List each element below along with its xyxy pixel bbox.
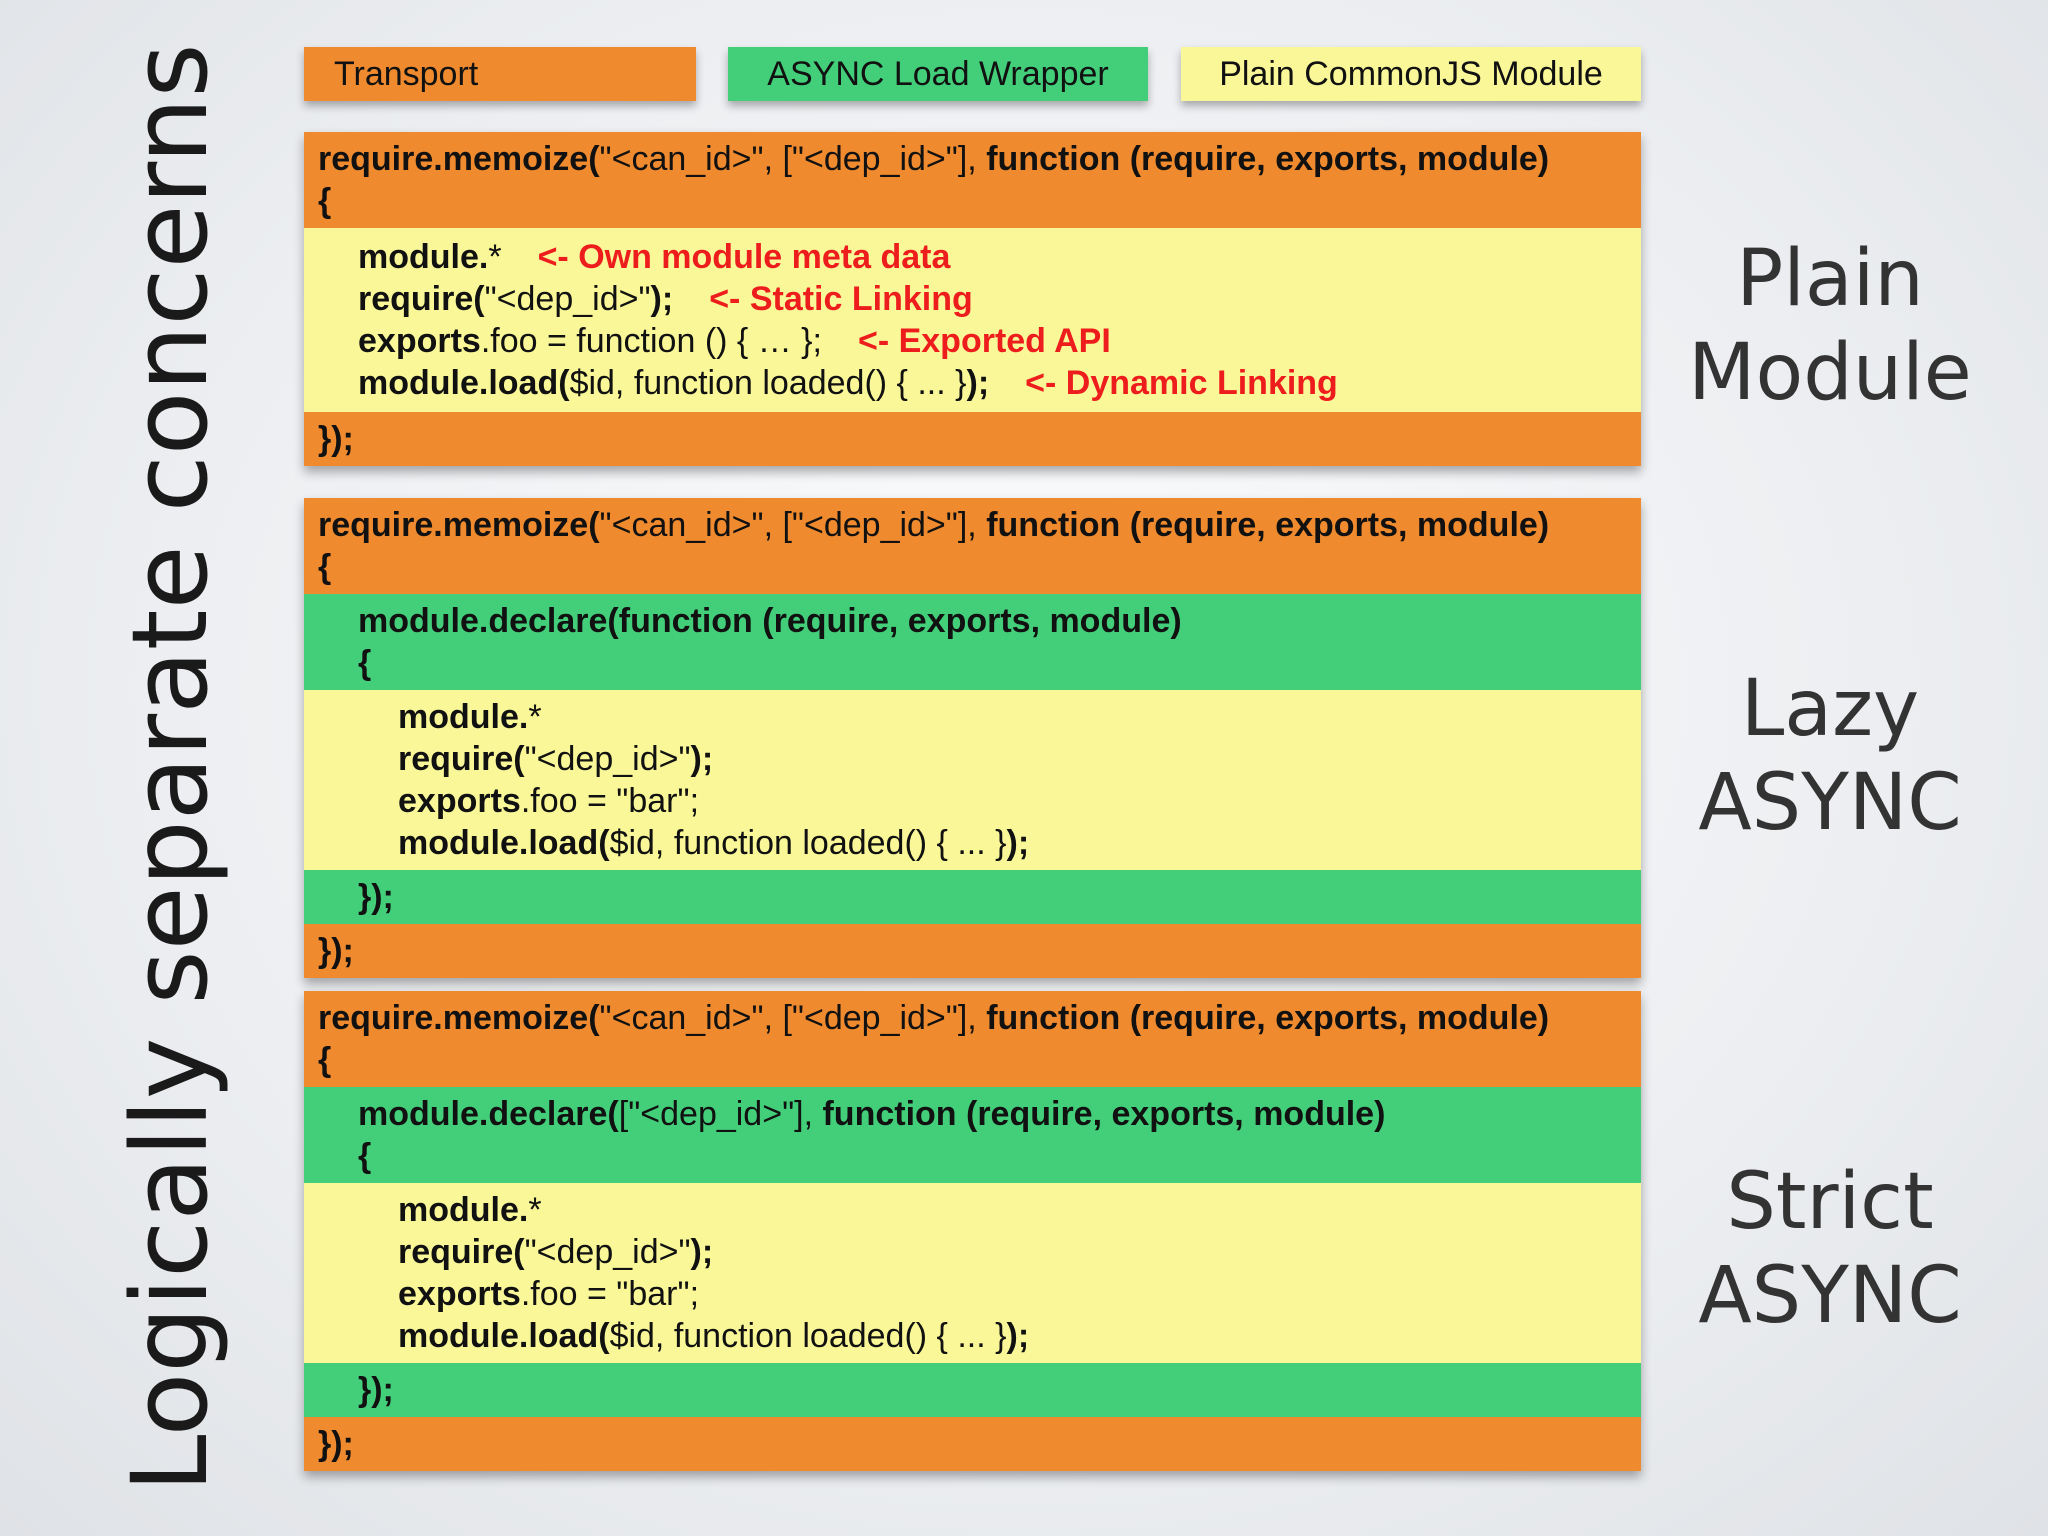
open-brace: {	[358, 1137, 372, 1175]
code-block-lazy-async	[304, 498, 1641, 978]
legend-transport: Transport	[304, 47, 696, 101]
annotation-meta: <- Own module meta data	[537, 238, 951, 276]
declare-line: module.declare(["<dep_id>"], function (require, exports, module)	[358, 1095, 1386, 1133]
memoize-line: require.memoize("<can_id>", ["<dep_id>"], function (require, exports, module)	[318, 506, 1550, 544]
open-brace: {	[358, 644, 372, 682]
transport-header	[304, 498, 1641, 594]
close-memoize: });	[318, 420, 354, 458]
code-block-strict-async	[304, 991, 1641, 1471]
load-line: module.load($id, function loaded() { ... });	[398, 824, 1030, 862]
transport-header	[304, 132, 1641, 228]
meta-line: module.*	[398, 1191, 542, 1229]
transport-footer	[304, 924, 1641, 978]
memoize-line: require.memoize("<can_id>", ["<dep_id>"], function (require, exports, module)	[318, 140, 1550, 178]
load-line: module.load($id, function loaded() { ... });	[398, 1317, 1030, 1355]
side-label-lazy-async: Lazy ASYNC	[1698, 664, 1962, 848]
close-declare: });	[358, 878, 394, 916]
declare-line: module.declare(function (require, exports, module)	[358, 602, 1182, 640]
side-label-strict-async: Strict ASYNC	[1698, 1157, 1962, 1341]
async-wrapper-footer	[304, 870, 1641, 924]
async-wrapper-header	[304, 594, 1641, 690]
exports-line: exports.foo = function () { … }; <- Exported API	[358, 322, 1111, 360]
load-line: module.load($id, function loaded() { ... }); <- Dynamic Linking	[358, 364, 1338, 402]
open-brace: {	[318, 1041, 332, 1079]
async-wrapper-footer	[304, 1363, 1641, 1417]
meta-line: module.*	[398, 698, 542, 736]
module-body	[304, 690, 1641, 870]
code-block-plain-module	[304, 132, 1641, 466]
side-label-plain-module: Plain Module	[1688, 234, 1972, 418]
require-line: require("<dep_id>");	[398, 1233, 714, 1271]
exports-line: exports.foo = "bar";	[398, 782, 700, 820]
module-body	[304, 1183, 1641, 1363]
close-memoize: });	[318, 1425, 354, 1463]
open-brace: {	[318, 182, 332, 220]
legend-plain-module: Plain CommonJS Module	[1181, 47, 1641, 101]
transport-header	[304, 991, 1641, 1087]
annotation-dynamic: <- Dynamic Linking	[1025, 364, 1338, 402]
exports-line: exports.foo = "bar";	[398, 1275, 700, 1313]
transport-footer	[304, 1417, 1641, 1471]
transport-footer	[304, 412, 1641, 466]
legend-async-wrapper: ASYNC Load Wrapper	[728, 47, 1148, 101]
close-declare: });	[358, 1371, 394, 1409]
memoize-line: require.memoize("<can_id>", ["<dep_id>"], function (require, exports, module)	[318, 999, 1550, 1037]
meta-line: module.* <- Own module meta data	[358, 238, 951, 276]
async-wrapper-header	[304, 1087, 1641, 1183]
slide-title: Logically separate concerns	[109, 43, 231, 1493]
annotation-exported: <- Exported API	[857, 322, 1111, 360]
annotation-static: <- Static Linking	[709, 280, 973, 318]
open-brace: {	[318, 548, 332, 586]
require-line: require("<dep_id>");	[398, 740, 714, 778]
close-memoize: });	[318, 932, 354, 970]
module-body	[304, 228, 1641, 412]
require-line: require("<dep_id>"); <- Static Linking	[358, 280, 973, 318]
